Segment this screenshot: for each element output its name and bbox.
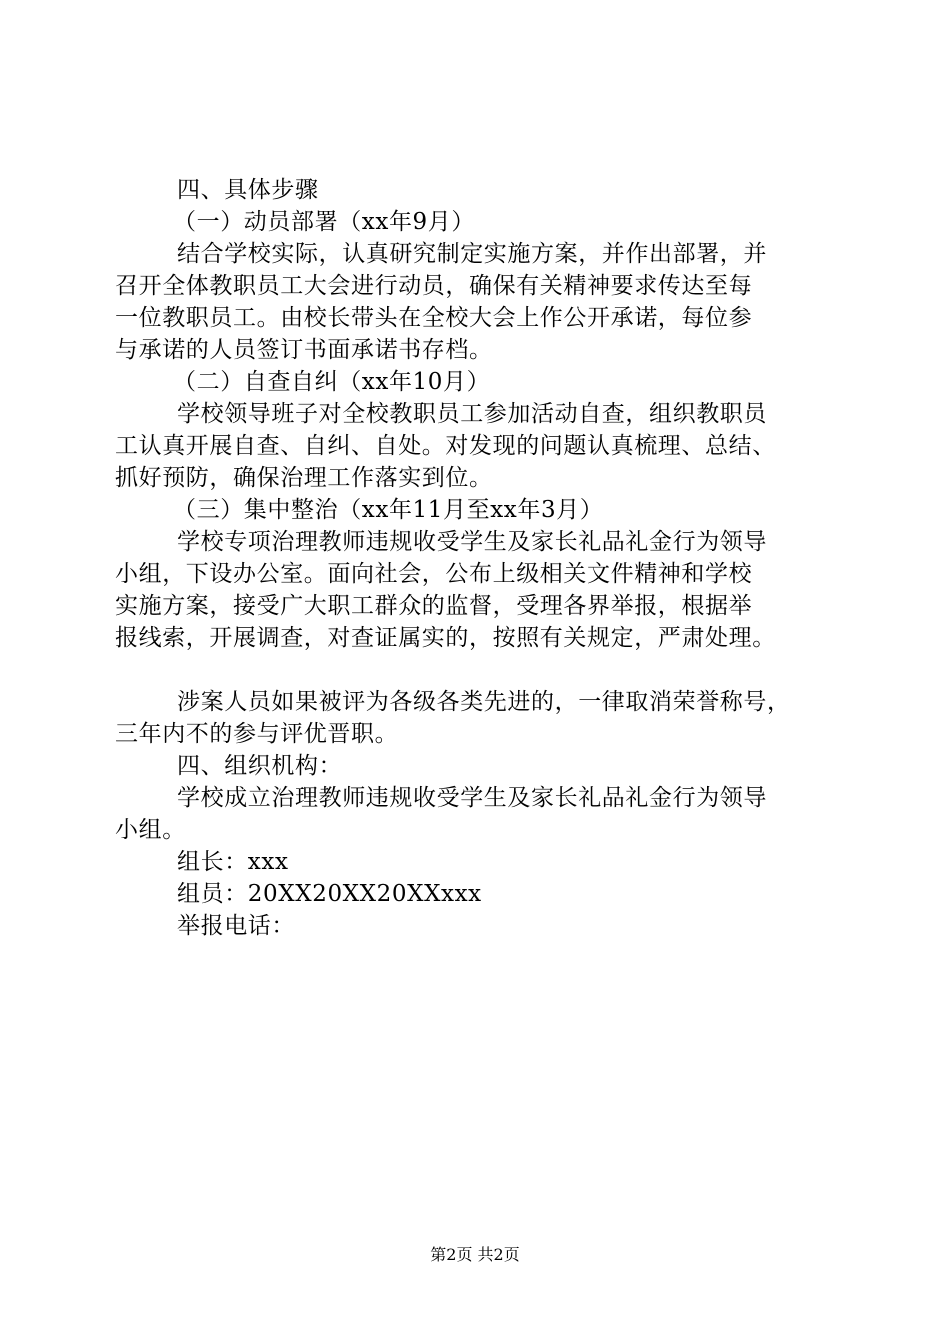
paragraph-line: 工认真开展自查、自纠、自处。对发现的问题认真梳理、总结、 [115, 433, 776, 459]
paragraph-line: 学校成立治理教师违规收受学生及家长礼品礼金行为领导 [177, 785, 767, 811]
report-phone-line: 举报电话： [177, 913, 295, 939]
paragraph-line: 小组，下设办公室。面向社会，公布上级相关文件精神和学校 [115, 561, 753, 587]
section-heading: 四、组织机构： [177, 753, 343, 779]
paragraph-line: 三年内不的参与评优晋职。 [115, 721, 399, 747]
subsection-heading: （一）动员部署（xx年9月） [173, 209, 475, 235]
paragraph-line: 结合学校实际，认真研究制定实施方案，并作出部署，并 [177, 241, 767, 267]
subsection-heading: （二）自查自纠（xx年10月） [173, 369, 491, 395]
group-members-line: 组员：20XX20XX20XXxxx [177, 881, 482, 907]
paragraph-line: 一位教职员工。由校长带头在全校大会上作公开承诺，每位参 [115, 305, 753, 331]
paragraph-line: 抓好预防，确保治理工作落实到位。 [115, 465, 493, 491]
paragraph-line: 报线索，开展调查，对查证属实的，按照有关规定，严肃处理。 [115, 625, 776, 651]
section-heading: 四、具体步骤 [177, 177, 319, 203]
group-leader-line: 组长：xxx [177, 849, 289, 875]
paragraph-line: 召开全体教职员工大会进行动员，确保有关精神要求传达至每 [115, 273, 753, 299]
page-footer: 第2页 共2页 [430, 1245, 520, 1264]
paragraph-line: 小组。 [115, 817, 186, 843]
paragraph-line: 与承诺的人员签订书面承诺书存档。 [115, 337, 493, 363]
paragraph-line: 实施方案，接受广大职工群众的监督，受理各界举报，根据举 [115, 593, 753, 619]
paragraph-gap [115, 654, 855, 686]
paragraph-line: 涉案人员如果被评为各级各类先进的，一律取消荣誉称号， [177, 689, 791, 715]
subsection-heading: （三）集中整治（xx年11月至xx年3月） [173, 497, 604, 523]
paragraph-line: 学校领导班子对全校教职员工参加活动自查，组织教职员 [177, 401, 767, 427]
paragraph-line: 学校专项治理教师违规收受学生及家长礼品礼金行为领导 [177, 529, 767, 555]
document-body [115, 174, 855, 942]
